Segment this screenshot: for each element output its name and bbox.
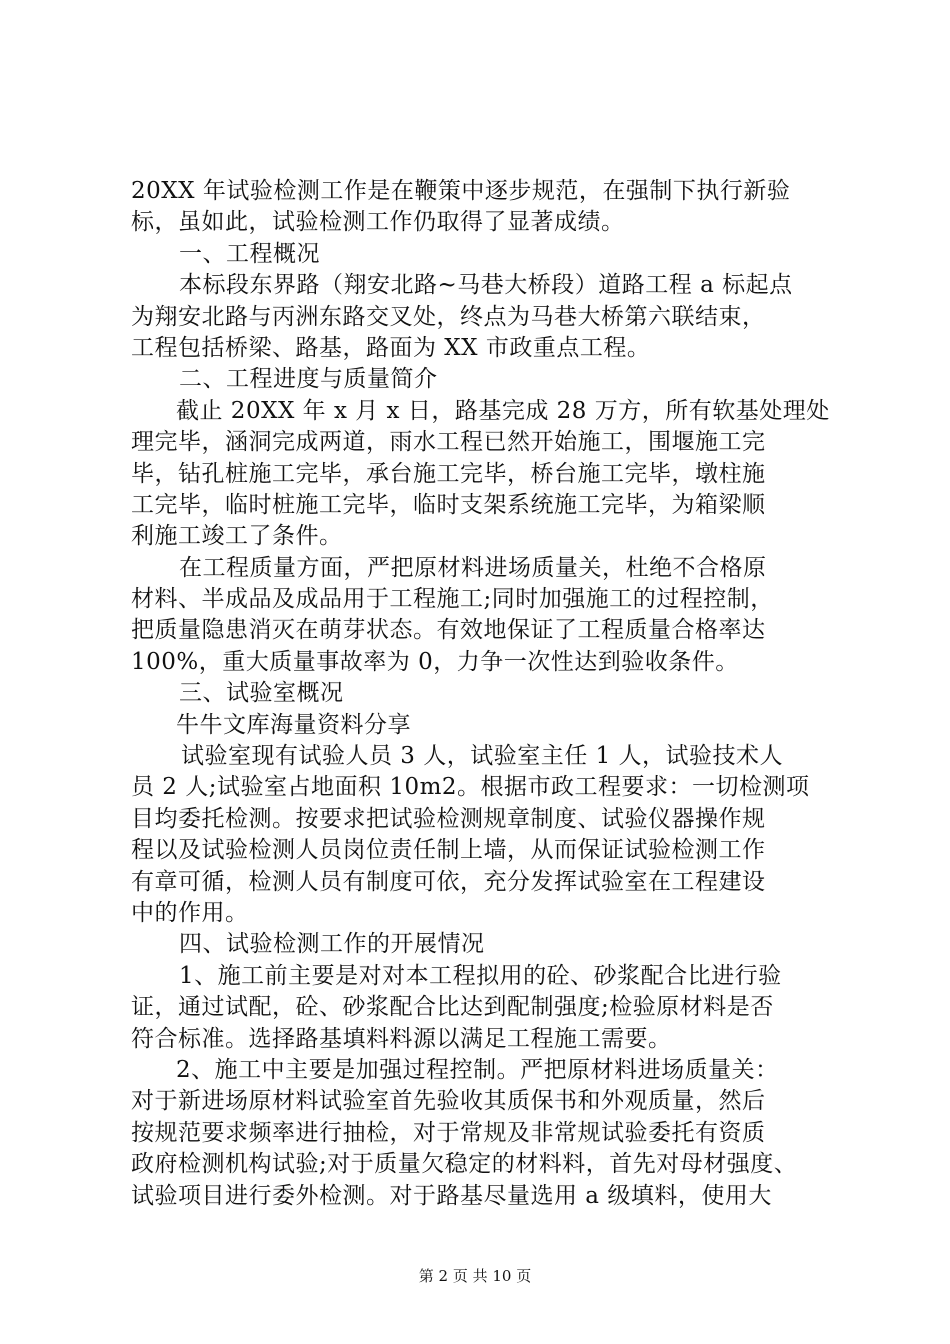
text-line: 100%，重大质量事故率为 0，力争一次性达到验收条件。 [131, 648, 739, 675]
text-line: 毕，钻孔桩施工完毕，承台施工完毕，桥台施工完毕，墩柱施 [131, 460, 766, 487]
text-line: 工程包括桥梁、路基，路面为 XX 市政重点工程。 [131, 334, 651, 361]
text-line: 试验项目进行委外检测。对于路基尽量选用 a 级填料，使用大 [131, 1182, 772, 1209]
text-line: 材料、半成品及成品用于工程施工;同时加强施工的过程控制， [131, 586, 774, 613]
text-line: 工完毕，临时桩施工完毕，临时支架系统施工完毕，为箱梁顺 [131, 491, 766, 518]
text-line: 截止 20XX 年 x 月 x 日，路基完成 28 万方，所有软基处理处 [176, 397, 830, 424]
text-line: 目均委托检测。按要求把试验检测规章制度、试验仪器操作规 [131, 805, 766, 832]
document-body [131, 176, 831, 1212]
section-heading: 二、工程进度与质量简介 [179, 366, 438, 393]
text-line: 员 2 人;试验室占地面积 10m2。根据市政工程要求：一切检测项 [131, 774, 810, 801]
section-heading: 四、试验检测工作的开展情况 [179, 931, 485, 958]
text-line: 按规范要求频率进行抽检，对于常规及非常规试验委托有资质 [131, 1119, 766, 1146]
text-line: 有章可循，检测人员有制度可依，充分发挥试验室在工程建设 [131, 868, 766, 895]
page-footer: 第 2 页 共 10 页 [418, 1267, 532, 1285]
text-line: 理完毕，涵洞完成两道，雨水工程已然开始施工，围堰施工完 [131, 429, 766, 456]
text-line: 中的作用。 [131, 899, 249, 926]
text-line: 把质量隐患消灭在萌芽状态。有效地保证了工程质量合格率达 [131, 617, 766, 644]
text-line: 对于新进场原材料试验室首先验收其质保书和外观质量，然后 [131, 1088, 766, 1115]
text-line: 试验室现有试验人员 3 人，试验室主任 1 人，试验技术人 [181, 743, 784, 770]
text-line: 证，通过试配，砼、砂浆配合比达到配制强度;检验原材料是否 [131, 994, 774, 1021]
text-line: 在工程质量方面，严把原材料进场质量关，杜绝不合格原 [179, 554, 767, 581]
text-line: 2、施工中主要是加强过程控制。严把原材料进场质量关： [176, 1056, 779, 1083]
text-line: 本标段东界路（翔安北路~马巷大桥段）道路工程 a 标起点 [179, 272, 793, 299]
text-line: 符合标准。选择路基填料料源以满足工程施工需要。 [131, 1025, 672, 1052]
text-line: 利施工竣工了条件。 [131, 523, 343, 550]
text-line: 程以及试验检测人员岗位责任制上墙，从而保证试验检测工作 [131, 837, 766, 864]
text-line: 1、施工前主要是对对本工程拟用的砼、砂浆配合比进行验 [179, 962, 782, 989]
text-line: 标，虽如此，试验检测工作仍取得了显著成绩。 [131, 209, 625, 236]
section-heading: 三、试验室概况 [179, 680, 344, 707]
text-line: 政府检测机构试验;对于质量欠稳定的材料料，首先对母材强度、 [131, 1151, 798, 1178]
text-line: 20XX 年试验检测工作是在鞭策中逐步规范，在强制下执行新验 [131, 178, 791, 204]
watermark-text: 牛牛文库海量资料分享 [176, 711, 411, 738]
text-line: 为翔安北路与丙洲东路交叉处，终点为马巷大桥第六联结束， [131, 303, 766, 330]
section-heading: 一、工程概况 [179, 240, 320, 267]
